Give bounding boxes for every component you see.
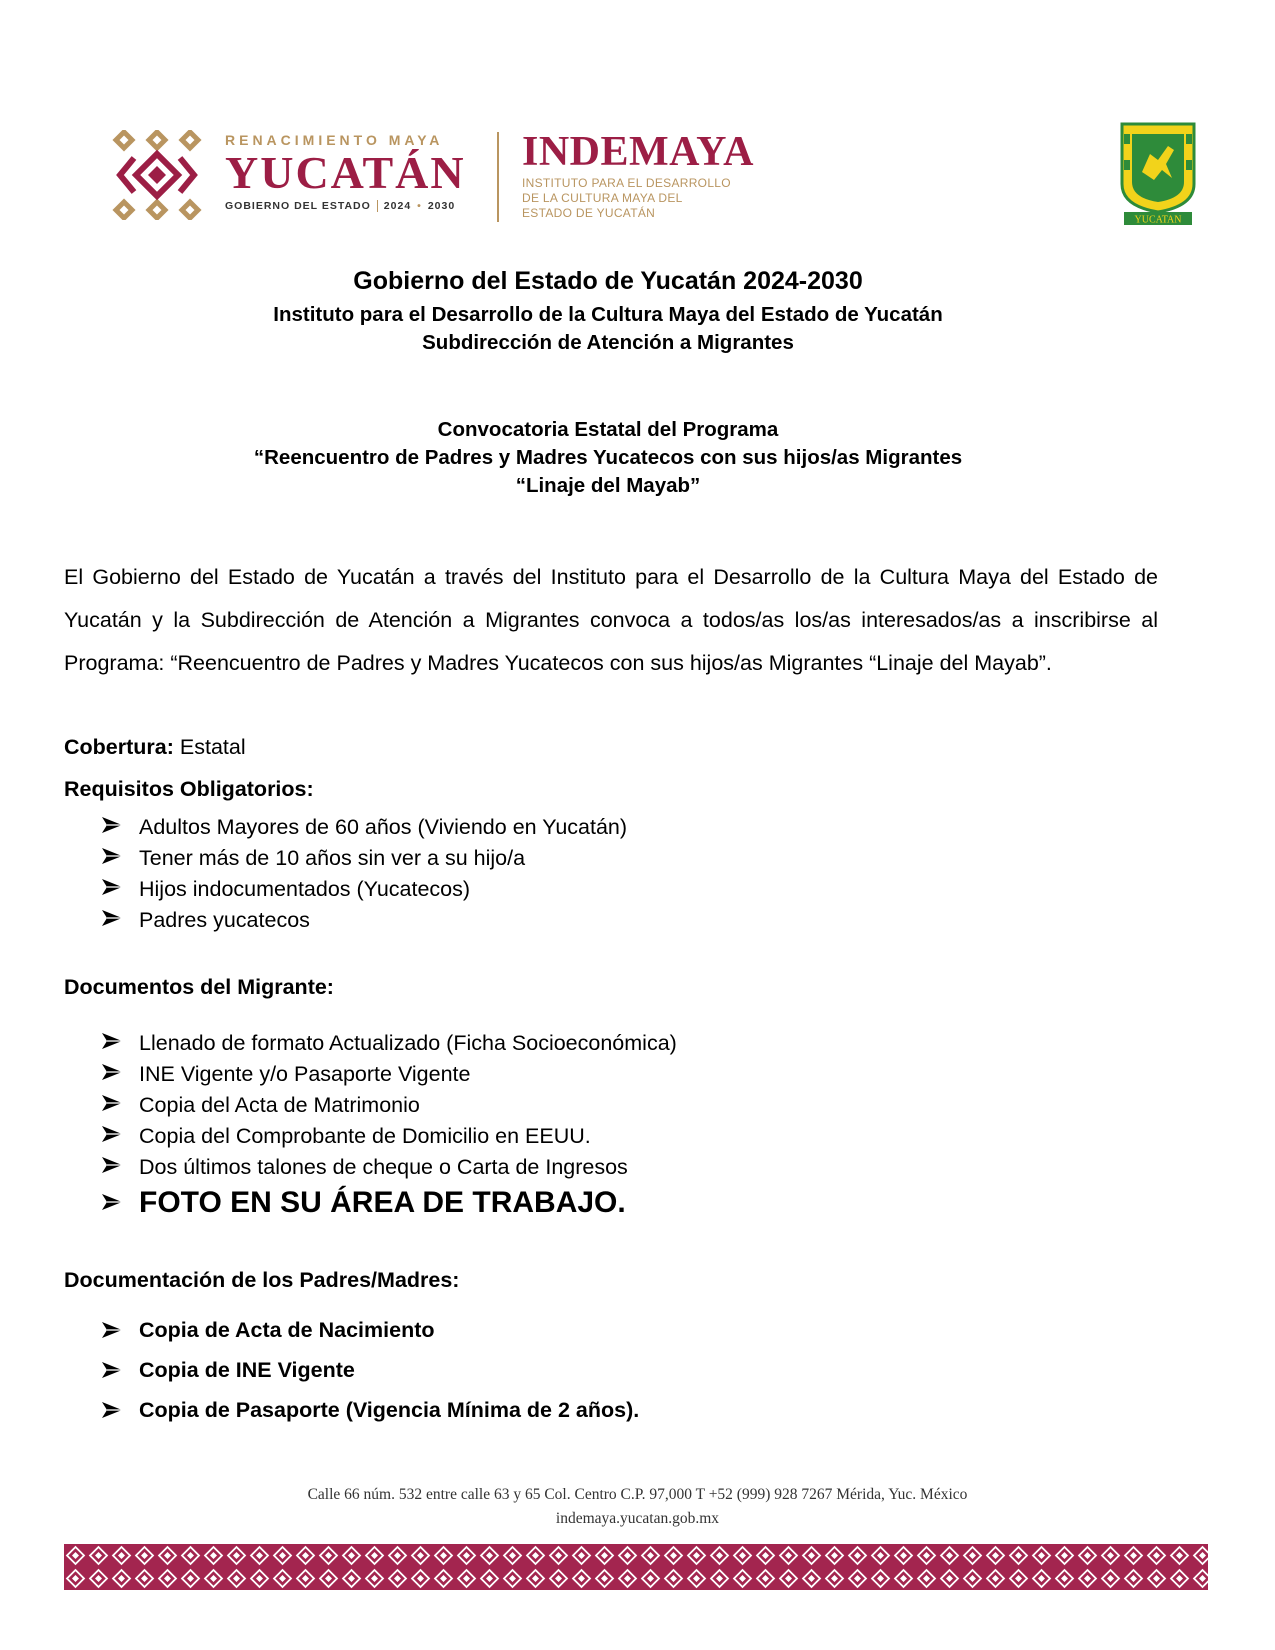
footer-address: Calle 66 núm. 532 entre calle 63 y 65 Col. Centro C.P. 97,000 T +52 (999) 928 7267 Mérida, Yuc. México [307, 1486, 968, 1503]
arrow-bullet-icon [101, 878, 123, 896]
brand-block [225, 132, 466, 212]
arrow-bullet-icon [101, 1361, 123, 1379]
brand-tagline: RENACIMIENTO MAYA [225, 132, 444, 148]
documentos-heading: Documentos del Migrante: [64, 975, 334, 999]
subdirection-title: Subdirección de Atención a Migrantes [422, 331, 794, 354]
state-shield-icon [1118, 120, 1198, 228]
arrow-bullet-icon [101, 1401, 123, 1419]
list-item: Padres yucatecos [101, 905, 627, 936]
arrow-bullet-icon [101, 1063, 123, 1081]
list-item-emphasis: FOTO EN SU ÁREA DE TRABAJO. [101, 1183, 677, 1223]
arrow-bullet-icon [101, 1094, 123, 1112]
list-item: Copia de Acta de Nacimiento [101, 1310, 639, 1350]
program-name: “Reencuentro de Padres y Madres Yucatecos con sus hijos/as Migrantes [253, 446, 963, 469]
arrow-bullet-icon [101, 847, 123, 865]
logo-divider [497, 132, 499, 222]
intro-paragraph: El Gobierno del Estado de Yucatán a través del Instituto para el Desarrollo de la Cultura Maya del Estado de Yucatán y la Subdirección de Atención a Migrantes convoca a todos/as los/as interesados/as a inscribirse al Programa: “Reencuentro de Padres y Madres Yucatecos con sus hijos/as Migrantes “Linaje del Mayab”. [64, 565, 1158, 675]
page-title: Gobierno del Estado de Yucatán 2024-2030 [353, 267, 863, 295]
program-subname: “Linaje del Mayab” [515, 474, 701, 497]
cobertura-label: Cobertura: [64, 735, 174, 759]
list-item: Llenado de formato Actualizado (Ficha Socioeconómica) [101, 1028, 677, 1059]
list-item: Copia del Acta de Matrimonio [101, 1090, 677, 1121]
padres-list [101, 1310, 639, 1430]
list-item: INE Vigente y/o Pasaporte Vigente [101, 1059, 677, 1090]
arrow-bullet-icon [101, 1032, 123, 1050]
footer-website: indemaya.yucatan.gob.mx [555, 1510, 720, 1527]
arrow-bullet-icon [101, 1156, 123, 1174]
gobierno-label: GOBIERNO DEL ESTADO [225, 200, 371, 212]
year-dot-icon: • [417, 200, 422, 212]
brand-subline [225, 200, 466, 212]
arrow-bullet-icon [101, 1193, 123, 1211]
requisitos-list [101, 812, 627, 936]
padres-heading: Documentación de los Padres/Madres: [64, 1268, 460, 1292]
list-item: Dos últimos talones de cheque o Carta de Ingresos [101, 1152, 677, 1183]
requisitos-heading: Requisitos Obligatorios: [64, 777, 314, 801]
brand-name: YUCATÁN [225, 147, 466, 198]
brand-separator [377, 200, 378, 212]
convocatoria-title: Convocatoria Estatal del Programa [437, 418, 779, 441]
cobertura-line [64, 735, 246, 760]
institute-title: Instituto para el Desarrollo de la Cultura Maya del Estado de Yucatán [273, 303, 943, 326]
list-item: Copia de Pasaporte (Vigencia Mínima de 2 años). [101, 1390, 639, 1430]
list-item: Copia de INE Vigente [101, 1350, 639, 1390]
documentos-list [101, 1028, 677, 1223]
year-end: 2030 [427, 200, 456, 212]
indemaya-title: INDEMAYA [522, 129, 754, 175]
year-start: 2024 [383, 200, 412, 212]
arrow-bullet-icon [101, 1125, 123, 1143]
indemaya-subtitle-1: INSTITUTO PARA EL DESARROLLO [522, 176, 731, 190]
cobertura-value: Estatal [179, 735, 246, 759]
indemaya-subtitle-2: DE LA CULTURA MAYA DEL [522, 191, 683, 205]
decorative-band-icon [64, 1544, 1208, 1590]
arrow-bullet-icon [101, 816, 123, 834]
list-item: Adultos Mayores de 60 años (Viviendo en Yucatán) [101, 812, 627, 843]
indemaya-subtitle-3: ESTADO DE YUCATÁN [522, 206, 656, 220]
arrow-bullet-icon [101, 1321, 123, 1339]
list-item: Copia del Comprobante de Domicilio en EEUU. [101, 1121, 677, 1152]
yucatan-logo-icon [112, 130, 202, 220]
shield-label: YUCATAN [1134, 214, 1182, 226]
arrow-bullet-icon [101, 909, 123, 927]
list-item: Tener más de 10 años sin ver a su hijo/a [101, 843, 627, 874]
list-item: Hijos indocumentados (Yucatecos) [101, 874, 627, 905]
indemaya-logo [522, 128, 754, 221]
